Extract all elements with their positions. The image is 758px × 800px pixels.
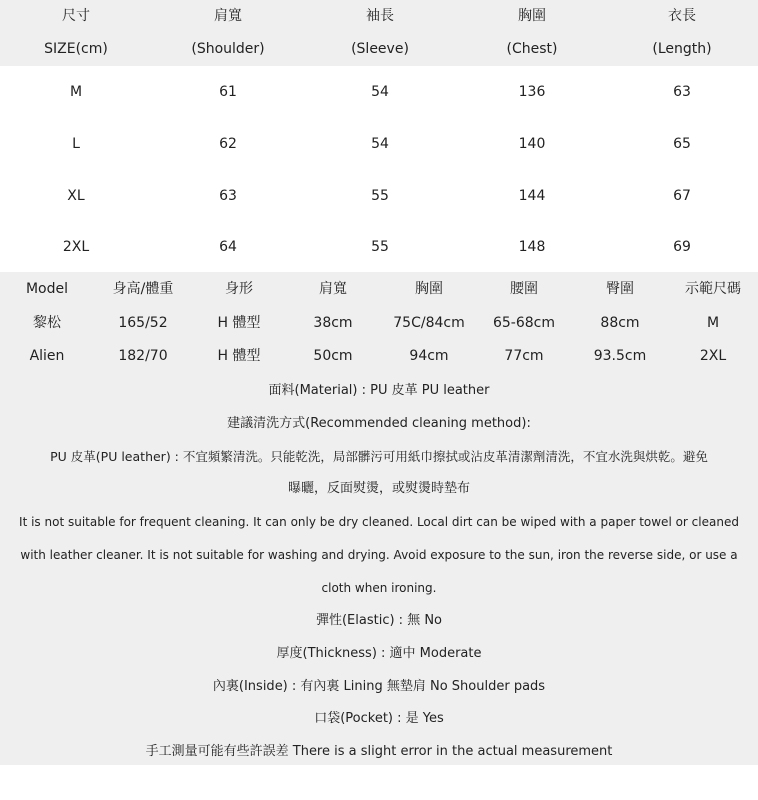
table-cell: 88cm <box>600 315 640 331</box>
size-table-body <box>0 66 758 272</box>
table-header-cell: 腰圍 <box>510 281 538 297</box>
table-cell: 65-68cm <box>492 315 555 331</box>
header-shoulder <box>152 0 304 66</box>
table-cell: 54 <box>371 84 389 100</box>
table-cell: 55 <box>371 188 389 204</box>
material-info: 面料(Material) : PU 皮革 PU leather <box>268 383 490 398</box>
table-cell: 61 <box>219 84 237 100</box>
table-cell: 55 <box>371 239 389 255</box>
table-cell: 77cm <box>504 348 544 364</box>
table-cell: H 體型 <box>217 348 261 364</box>
table-header-cell: 身高/體重 <box>112 281 174 297</box>
header-zh: 胸圍 <box>518 8 546 24</box>
table-cell: 65 <box>673 136 691 152</box>
table-row <box>0 339 758 373</box>
table-cell: 2XL <box>62 239 90 255</box>
header-sleeve <box>304 0 456 66</box>
table-cell: M <box>69 84 83 100</box>
table-cell: 69 <box>673 239 691 255</box>
cleaning-zh-line: 曝曬，反面熨燙，或熨燙時墊布 <box>287 481 470 496</box>
table-cell: 144 <box>518 188 546 204</box>
header-zh: 肩寬 <box>214 8 242 24</box>
header-zh: 衣長 <box>668 8 696 24</box>
table-header-cell: 胸圍 <box>415 281 443 297</box>
measurement-note: 手工測量可能有些許誤差 There is a slight error in the actual measurement <box>145 744 613 759</box>
table-row <box>0 79 758 105</box>
cleaning-en-line: cloth when ironing. <box>321 581 437 595</box>
table-cell: 140 <box>518 136 546 152</box>
table-header-cell: 臀圍 <box>606 281 634 297</box>
header-zh: 袖長 <box>366 8 394 24</box>
size-table-header <box>0 0 758 66</box>
table-cell: 136 <box>518 84 546 100</box>
header-zh: 尺寸 <box>62 8 90 24</box>
cleaning-en-line: It is not suitable for frequent cleaning. It can only be dry cleaned. Local dirt can be wiped with a paper towel or cleaned <box>19 515 739 529</box>
header-length <box>606 0 758 66</box>
header-en: (Shoulder) <box>191 41 265 57</box>
table-header-cell: 身形 <box>225 281 253 297</box>
table-cell: 38cm <box>313 315 353 331</box>
table-cell: 94cm <box>409 348 449 364</box>
header-en: (Sleeve) <box>351 41 409 57</box>
table-row <box>0 234 758 260</box>
table-cell: M <box>706 315 720 331</box>
table-row <box>0 183 758 209</box>
header-chest <box>456 0 608 66</box>
table-cell: 54 <box>371 136 389 152</box>
table-cell: 148 <box>518 239 546 255</box>
table-cell: 165/52 <box>118 315 168 331</box>
table-cell: 75C/84cm <box>393 315 465 331</box>
table-cell: 63 <box>673 84 691 100</box>
header-en: SIZE(cm) <box>44 41 108 57</box>
table-header-cell: 肩寬 <box>319 281 347 297</box>
header-size <box>0 0 152 66</box>
table-cell: 黎松 <box>33 315 61 331</box>
header-en: (Chest) <box>506 41 558 57</box>
table-cell: 2XL <box>699 348 727 364</box>
table-cell: 93.5cm <box>593 348 647 364</box>
cleaning-zh-line: PU 皮革(PU leather) : 不宜頻繁清洗。只能乾洗，局部髒污可用紙巾擦拭或沾皮革清潔劑清洗，不宜水洗與烘乾。避免 <box>50 449 708 464</box>
table-cell: Alien <box>29 348 65 364</box>
table-cell: H 體型 <box>217 315 261 331</box>
table-cell: 67 <box>673 188 691 204</box>
table-header-cell: 示範尺碼 <box>685 281 741 297</box>
inside-info: 內裏(Inside) : 有內裏 Lining 無墊肩 No Shoulder pads <box>212 679 546 694</box>
model-table <box>0 272 758 373</box>
table-cell: XL <box>67 188 85 204</box>
table-row <box>0 306 758 340</box>
table-cell: 50cm <box>313 348 353 364</box>
elastic-info: 彈性(Elastic) : 無 No <box>315 613 443 628</box>
table-header-cell: Model <box>25 281 69 297</box>
header-en: (Length) <box>652 41 712 57</box>
model-table-header <box>0 272 758 306</box>
table-cell: L <box>72 136 80 152</box>
pocket-info: 口袋(Pocket) : 是 Yes <box>314 711 444 726</box>
cleaning-title: 建議清洗方式(Recommended cleaning method): <box>227 416 531 431</box>
thickness-info: 厚度(Thickness) : 適中 Moderate <box>276 646 482 661</box>
product-info <box>0 373 758 765</box>
table-cell: 63 <box>219 188 237 204</box>
table-cell: 64 <box>219 239 237 255</box>
cleaning-en-line: with leather cleaner. It is not suitable for washing and drying. Avoid exposure to the sun, iron the reverse side, or use a <box>20 548 738 562</box>
table-cell: 182/70 <box>118 348 168 364</box>
table-cell: 62 <box>219 136 237 152</box>
table-row <box>0 131 758 157</box>
